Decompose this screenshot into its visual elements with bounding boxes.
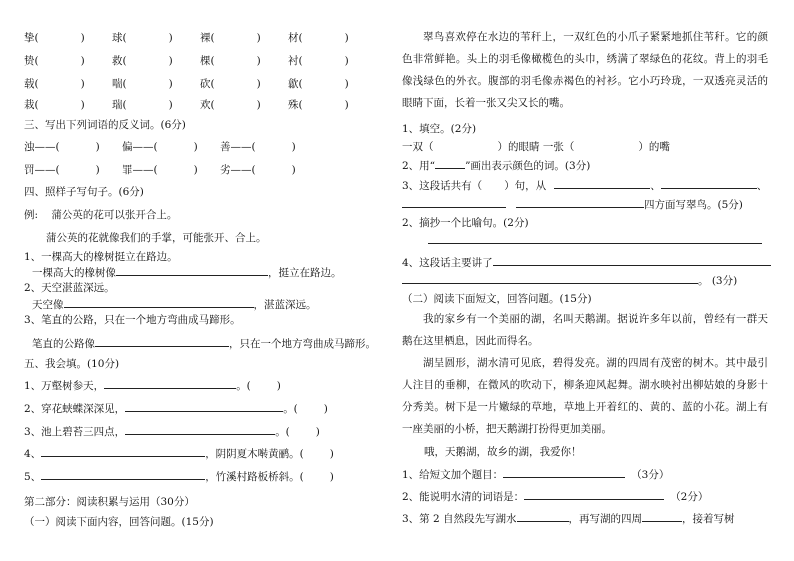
pinyin-cell[interactable]: 贽( ) <box>24 55 85 67</box>
reading-question-2: 2、能说明水清的词语是： （2分） <box>402 491 709 503</box>
answer-blank[interactable] <box>554 178 650 189</box>
pinyin-cell[interactable]: 喘( ) <box>112 78 173 90</box>
question-4-cont: 。 (3分) <box>402 273 737 288</box>
poetry-fill-item: 2、穿花蛱蝶深深见， 。( ) <box>24 403 328 415</box>
answer-blank[interactable] <box>517 511 569 522</box>
question-1-fill: 一双（ ）的眼睛 一张（ ）的嘴 <box>402 141 670 153</box>
question-4: 4、这段话主要讲了 <box>402 255 771 270</box>
antonym-cell[interactable]: 罚——( ) <box>24 164 100 176</box>
pinyin-cell[interactable]: 棵( ) <box>200 55 261 67</box>
char-row <box>24 54 376 68</box>
answer-blank[interactable] <box>661 178 757 189</box>
example-sentence-1: 蒲公英的花可以张开合上。 <box>51 209 178 221</box>
pinyin-cell[interactable]: 球( ) <box>112 32 173 44</box>
answer-blank[interactable] <box>503 467 625 478</box>
answer-blank[interactable] <box>402 273 698 284</box>
pinyin-cell[interactable]: 栽( ) <box>24 99 85 111</box>
question-4-3-fill: 笔直的公路像 ，只在一个地方弯曲成马蹄形。 <box>32 338 376 350</box>
char-row <box>24 77 376 91</box>
answer-blank[interactable] <box>402 197 506 208</box>
answer-blank[interactable] <box>493 255 771 266</box>
antonym-cell[interactable]: 偏——( ) <box>122 141 198 153</box>
answer-blank[interactable] <box>41 446 205 457</box>
part-2-title: 第二部分：阅读积累与运用（30分） <box>24 496 195 508</box>
question-1: 1、填空。(2分) <box>402 123 477 135</box>
question-2: 2、用“ ”画出表示颜色的词。(3分) <box>402 160 591 172</box>
section-4-title: 四、照样子写句子。(6分) <box>24 186 144 198</box>
antonym-row <box>24 163 318 177</box>
answer-blank[interactable] <box>64 297 254 308</box>
question-3: 3、这段话共有（ ）句，从 、 、 <box>402 180 768 192</box>
question-4-1-fill: 一棵高大的橡树像 ，挺立在路边。 <box>32 267 342 279</box>
poetry-fill-item: 5、 ，竹溪村路板桥斜。( ) <box>24 471 334 483</box>
passage-kingfisher: 翠鸟喜欢停在水边的苇秆上，一双红色的小爪子紧紧地抓住苇秆。它的颜色非常鲜艳。头上的羽毛像橄榄色的头巾，绣满了翠绿色的花纹。背上的羽毛像浅绿色的外衣。腹部的羽毛像赤褐色的衬衫。它小巧玲珑，一双透亮灵活的眼睛下面，长着一张又尖又长的嘴。 <box>402 31 768 109</box>
question-simile: 2、摘抄一个比喻句。(2分) <box>402 217 529 229</box>
pinyin-cell[interactable]: 材( ) <box>288 32 349 44</box>
left-column <box>24 0 390 561</box>
antonym-row <box>24 140 318 154</box>
question-4-2-fill: 天空像 ，湛蓝深远。 <box>32 299 317 311</box>
question-4-1: 1、一棵高大的橡树挺立在路边。 <box>24 251 178 263</box>
section-3-title: 三、写出下列词语的反义词。(6分) <box>24 119 186 131</box>
poetry-fill-item: 3、池上碧苔三四点， 。( ) <box>24 426 320 438</box>
answer-blank[interactable] <box>41 469 205 480</box>
example-sentence-2: 蒲公英的花就像我们的手掌，可能张开、合上。 <box>46 232 267 244</box>
poetry-fill-item: 1、万壑树参天， 。( ) <box>24 380 281 392</box>
answer-blank[interactable] <box>125 401 283 412</box>
pinyin-cell[interactable]: 裸( ) <box>200 32 261 44</box>
poetry-fill-item: 4、 ，阴阴夏木啭黄鹂。( ) <box>24 448 334 460</box>
pinyin-cell[interactable]: 衬( ) <box>288 55 349 67</box>
example-label: 例: <box>24 209 39 221</box>
antonym-cell[interactable]: 罪——( ) <box>122 164 198 176</box>
char-row <box>24 98 376 112</box>
passage-swan-lake-1: 我的家乡有一个美丽的湖，名叫天鹅湖。据说许多年以前，曾经有一群天鹅在这里栖息，因此而得名。 <box>402 313 768 347</box>
answer-blank[interactable] <box>104 378 236 389</box>
question-4-3: 3、笔直的公路，只在一个地方弯曲成马蹄形。 <box>24 314 241 326</box>
pinyin-cell[interactable]: 瑞( ) <box>112 99 173 111</box>
pinyin-cell[interactable]: 歙( ) <box>288 78 349 90</box>
passage-swan-lake-3: 哦，天鹅湖，故乡的湖，我爱你！ <box>424 446 582 458</box>
reading-2-title: （二）阅读下面短文，回答问题。(15分) <box>402 293 592 305</box>
reading-question-1: 1、给短文加个题目： （3分） <box>402 469 670 481</box>
question-4-2: 2、天空湛蓝深远。 <box>24 282 115 294</box>
answer-blank[interactable] <box>116 265 268 276</box>
reading-question-3: 3、第 2 自然段先写湖水 ，再写湖的四周 ，接着写树 <box>402 513 735 525</box>
antonym-cell[interactable]: 劣——( ) <box>220 164 296 176</box>
section-5-title: 五、我会填。(10分) <box>24 358 120 370</box>
antonym-cell[interactable]: 浊——( ) <box>24 141 100 153</box>
answer-blank[interactable] <box>435 158 465 169</box>
pinyin-cell[interactable]: 挚( ) <box>24 32 85 44</box>
reading-1-title: （一）阅读下面内容，回答问题。(15分) <box>24 516 214 528</box>
right-column <box>402 0 772 561</box>
answer-line[interactable] <box>428 233 762 248</box>
pinyin-cell[interactable]: 殊( ) <box>288 99 349 111</box>
answer-blank[interactable] <box>125 424 275 435</box>
pinyin-cell[interactable]: 欢( ) <box>200 99 261 111</box>
char-row <box>24 31 376 45</box>
example-line <box>24 208 177 222</box>
answer-blank[interactable] <box>524 489 664 500</box>
pinyin-cell[interactable]: 救( ) <box>112 55 173 67</box>
answer-blank[interactable] <box>95 336 229 347</box>
question-3-cont: 四方面写翠鸟。(5分) <box>402 197 743 212</box>
antonym-cell[interactable]: 善——( ) <box>220 141 296 153</box>
answer-blank[interactable] <box>642 511 682 522</box>
passage-swan-lake-2: 湖呈圆形，湖水清可见底，碧得发亮。湖的四周有茂密的树木。其中最引人注目的垂柳，在微风的吹动下，柳条迎风起舞。湖水映衬出柳姑娘的身影十分秀美。树下是一片嫩绿的草地，草地上开着红的、黄的、蓝的小花。湖上有一座美丽的小桥，把天鹅湖打扮得更加美丽。 <box>402 357 768 435</box>
answer-blank[interactable] <box>516 197 644 208</box>
pinyin-cell[interactable]: 砍( ) <box>200 78 261 90</box>
pinyin-cell[interactable]: 载( ) <box>24 78 85 90</box>
